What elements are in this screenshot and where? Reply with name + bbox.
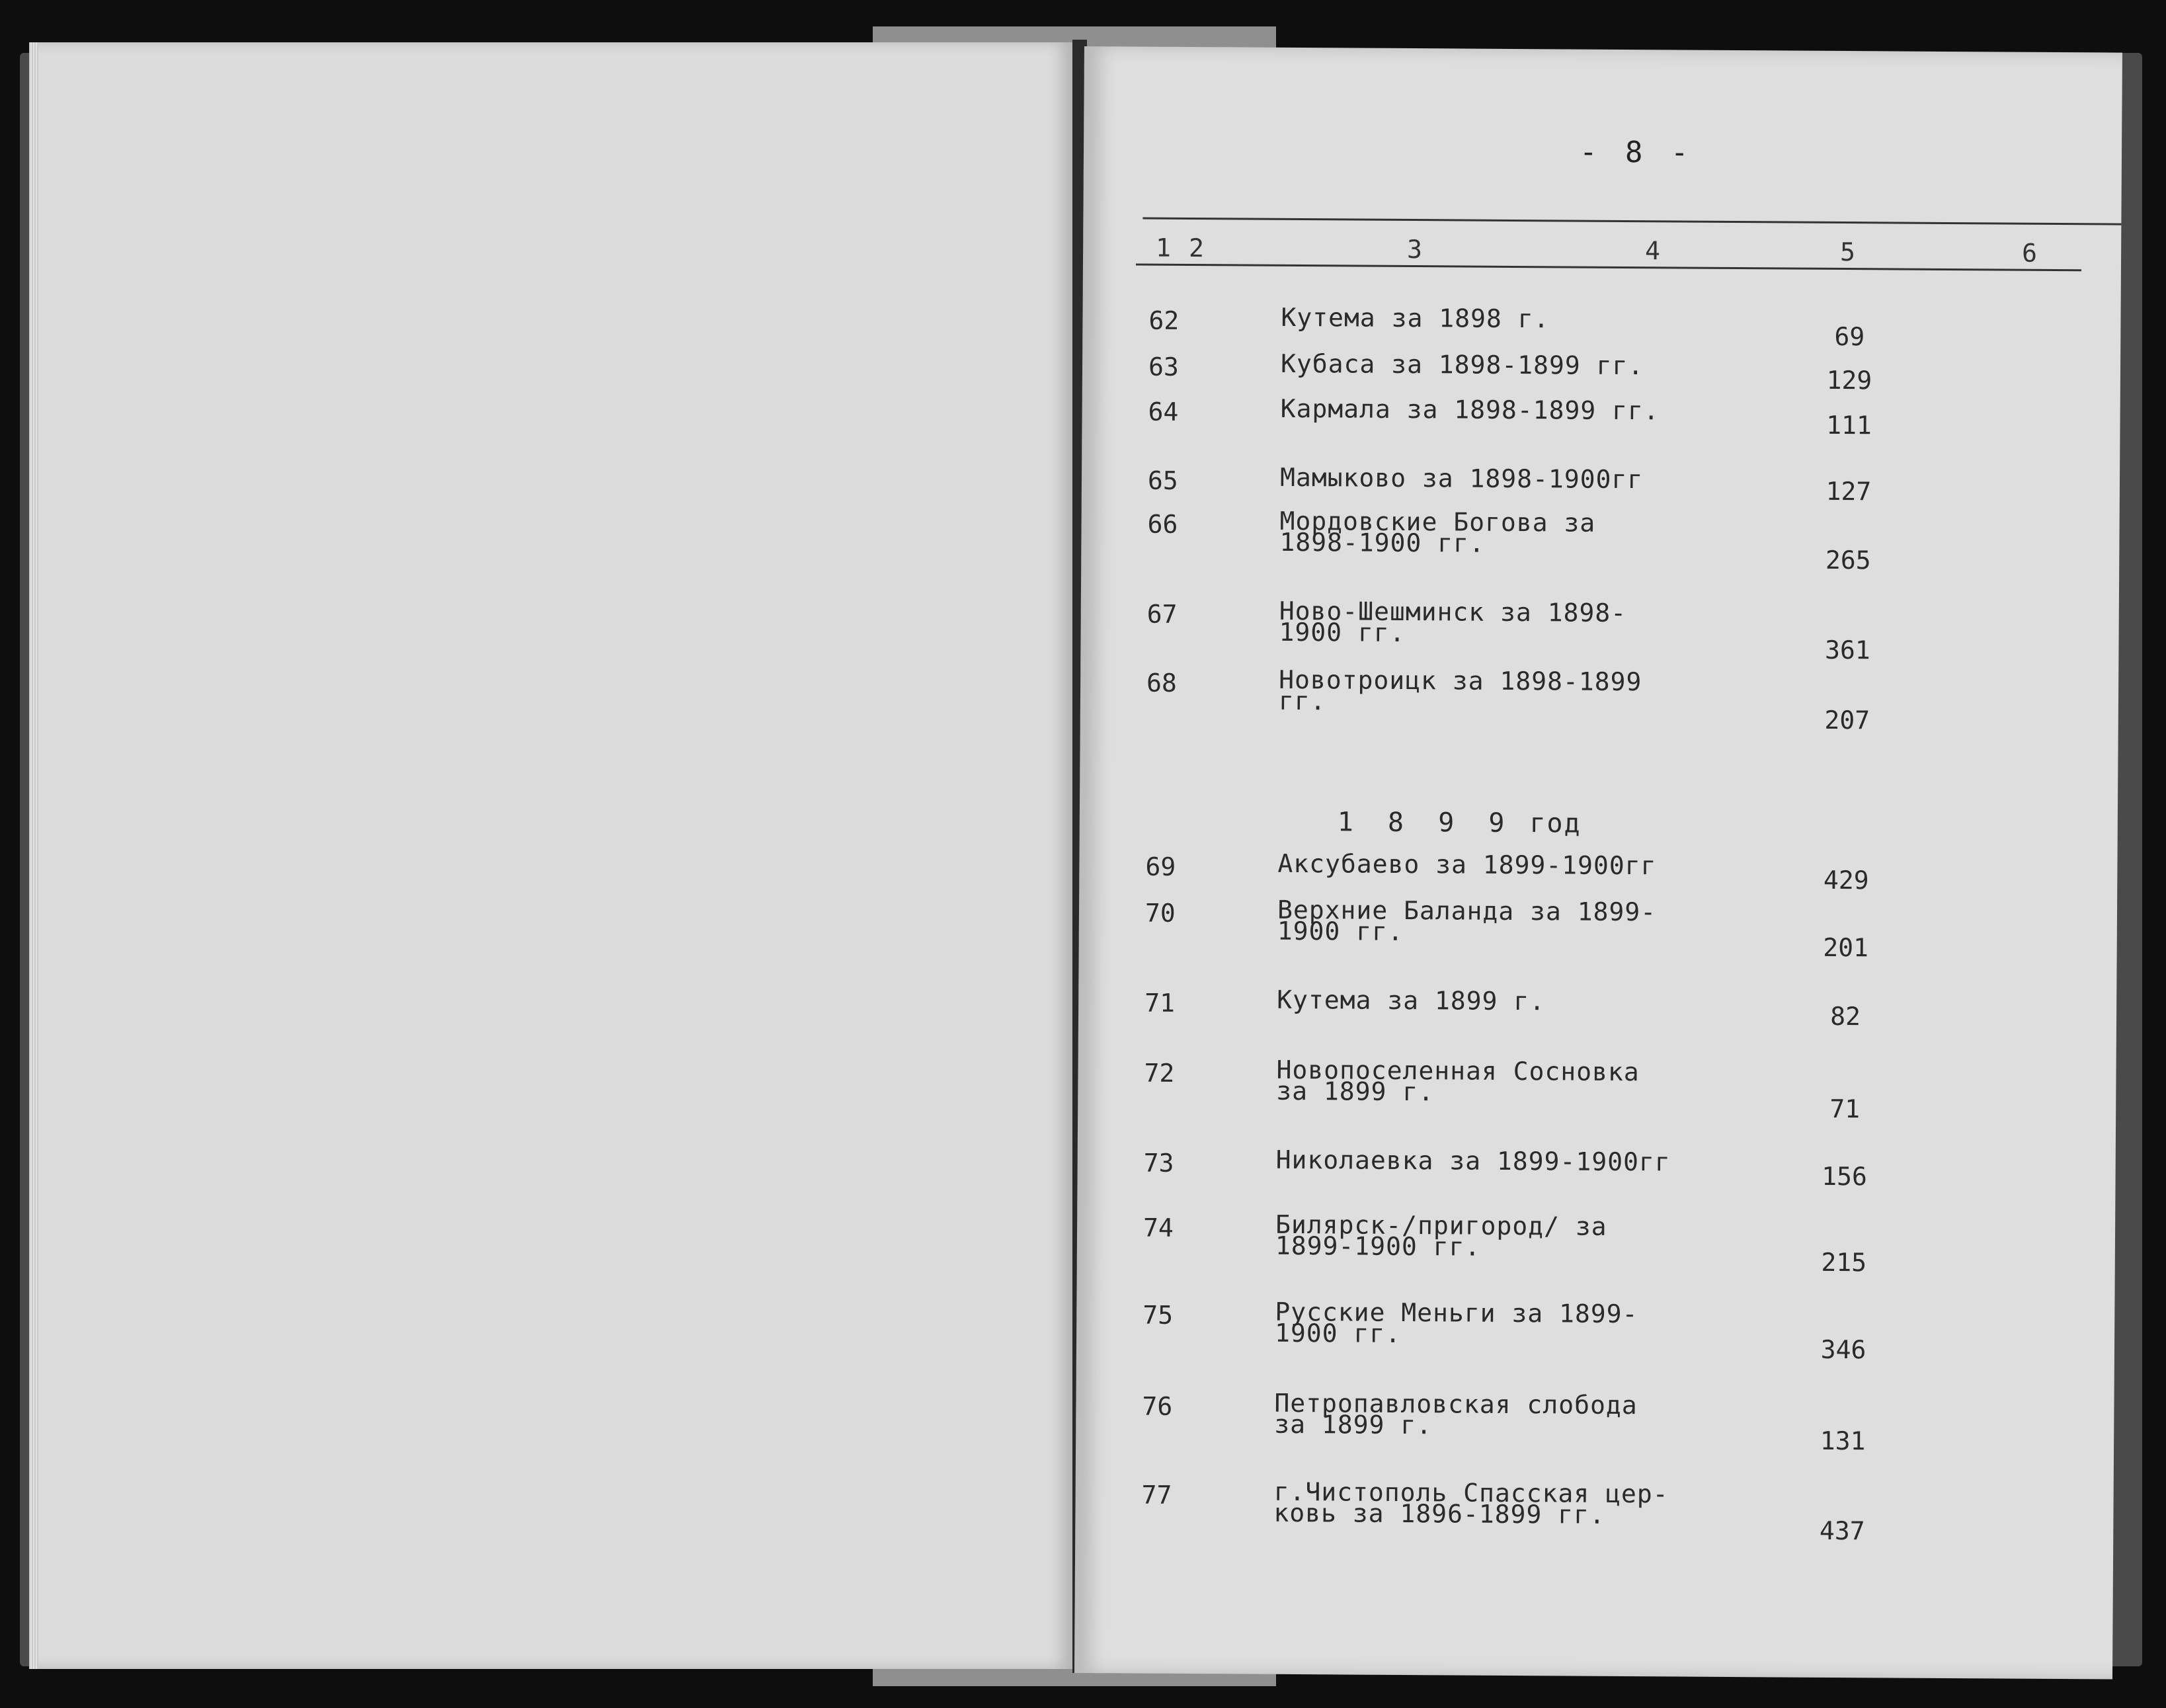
table-row — [1079, 895, 2117, 963]
row-description: Ново-Шешминск за 1898- 1900 гг. — [1279, 596, 1627, 647]
table-row — [1076, 1477, 2114, 1546]
row-description: Мордовские Богова за 1898-1900 гг. — [1279, 506, 1596, 558]
header-rule-top — [1143, 218, 2121, 225]
page-number: - 8 - — [1579, 135, 1694, 170]
row-description: Петропавловская слобода за 1899 г. — [1274, 1388, 1638, 1440]
column-header-5: 5 — [1839, 237, 1856, 267]
row-description: Кутема за 1898 г. — [1281, 302, 1550, 334]
row-description: Билярск-/пригород/ за 1899-1900 гг. — [1275, 1209, 1607, 1262]
section-word: год — [1529, 808, 1582, 839]
row-number: 65 — [1147, 466, 1178, 495]
row-description: Кармала за 1898-1899 гг. — [1280, 393, 1660, 426]
row-description: Николаевка за 1899-1900гг — [1275, 1145, 1671, 1177]
section-year: 1 8 9 9 — [1337, 807, 1514, 838]
row-description: г.Чистополь Спасская цер- ковь за 1896-1899 гг. — [1273, 1477, 1669, 1529]
column-header-6: 6 — [2021, 238, 2038, 268]
table-row — [1077, 1209, 2115, 1278]
row-description: Новотроицк за 1898-1899 гг. — [1278, 665, 1642, 716]
row-count: 82 — [1830, 1001, 1861, 1032]
row-description: Новопоселенная Сосновка за 1899 г. — [1276, 1055, 1640, 1107]
table-row — [1078, 1055, 2116, 1124]
row-number: 62 — [1148, 305, 1180, 335]
column-header-4: 4 — [1644, 236, 1661, 266]
table-row — [1076, 1297, 2114, 1365]
row-description: Верхние Баланда за 1899- 1900 гг. — [1277, 895, 1657, 946]
row-description: Мамыково за 1898-1900гг — [1279, 462, 1644, 495]
table-row — [1076, 1388, 2114, 1456]
row-number: 66 — [1147, 509, 1178, 539]
row-number: 74 — [1143, 1213, 1174, 1242]
row-count: 127 — [1825, 476, 1872, 507]
row-number: 67 — [1146, 599, 1178, 629]
table-row — [1082, 348, 2120, 395]
column-header-3: 3 — [1406, 234, 1423, 264]
row-count: 215 — [1821, 1247, 1867, 1278]
row-number: 69 — [1145, 852, 1176, 881]
table-row — [1078, 985, 2116, 1032]
table-row — [1082, 462, 2120, 507]
row-description: Русские Меньги за 1899- 1900 гг. — [1274, 1297, 1638, 1348]
row-description: Кутема за 1899 г. — [1277, 985, 1546, 1016]
header-rule-bottom — [1136, 263, 2081, 271]
table-row — [1078, 1145, 2116, 1192]
row-description: Аксубаево за 1899-1900гг — [1277, 848, 1657, 881]
row-count: 437 — [1819, 1516, 1865, 1546]
row-number: 70 — [1144, 898, 1176, 928]
table-row — [1082, 393, 2120, 440]
section-heading-year — [1338, 807, 1582, 838]
column-header-1: 1 — [1156, 233, 1172, 263]
row-count: 129 — [1826, 365, 1872, 395]
row-description: Кубаса за 1898-1899 гг. — [1280, 348, 1644, 381]
row-number: 72 — [1144, 1058, 1175, 1088]
table-row — [1082, 506, 2120, 575]
row-count: 429 — [1823, 865, 1869, 895]
table-row — [1081, 596, 2119, 665]
row-count: 265 — [1825, 545, 1871, 575]
table-row — [1080, 848, 2118, 895]
row-number: 76 — [1142, 1391, 1173, 1421]
row-number: 64 — [1148, 397, 1179, 427]
row-count: 361 — [1824, 635, 1870, 665]
row-count: 69 — [1834, 321, 1865, 352]
column-header-2: 2 — [1189, 233, 1205, 263]
row-number: 73 — [1143, 1148, 1174, 1178]
row-number: 63 — [1148, 352, 1179, 382]
row-count: 201 — [1823, 932, 1869, 963]
row-count: 71 — [1829, 1094, 1861, 1124]
row-count: 111 — [1826, 410, 1872, 440]
row-count: 346 — [1820, 1334, 1866, 1365]
table-row — [1083, 302, 2121, 352]
left-page-blank — [29, 42, 1074, 1669]
row-number: 77 — [1141, 1480, 1172, 1510]
table-row — [1080, 665, 2118, 735]
row-count: 207 — [1824, 705, 1870, 735]
page-stack-edge — [29, 42, 38, 1669]
row-number: 68 — [1146, 668, 1178, 698]
row-count: 156 — [1822, 1161, 1868, 1192]
right-page — [1074, 46, 2122, 1680]
row-number: 71 — [1144, 988, 1176, 1018]
row-number: 75 — [1143, 1300, 1174, 1330]
row-count: 131 — [1820, 1426, 1866, 1456]
